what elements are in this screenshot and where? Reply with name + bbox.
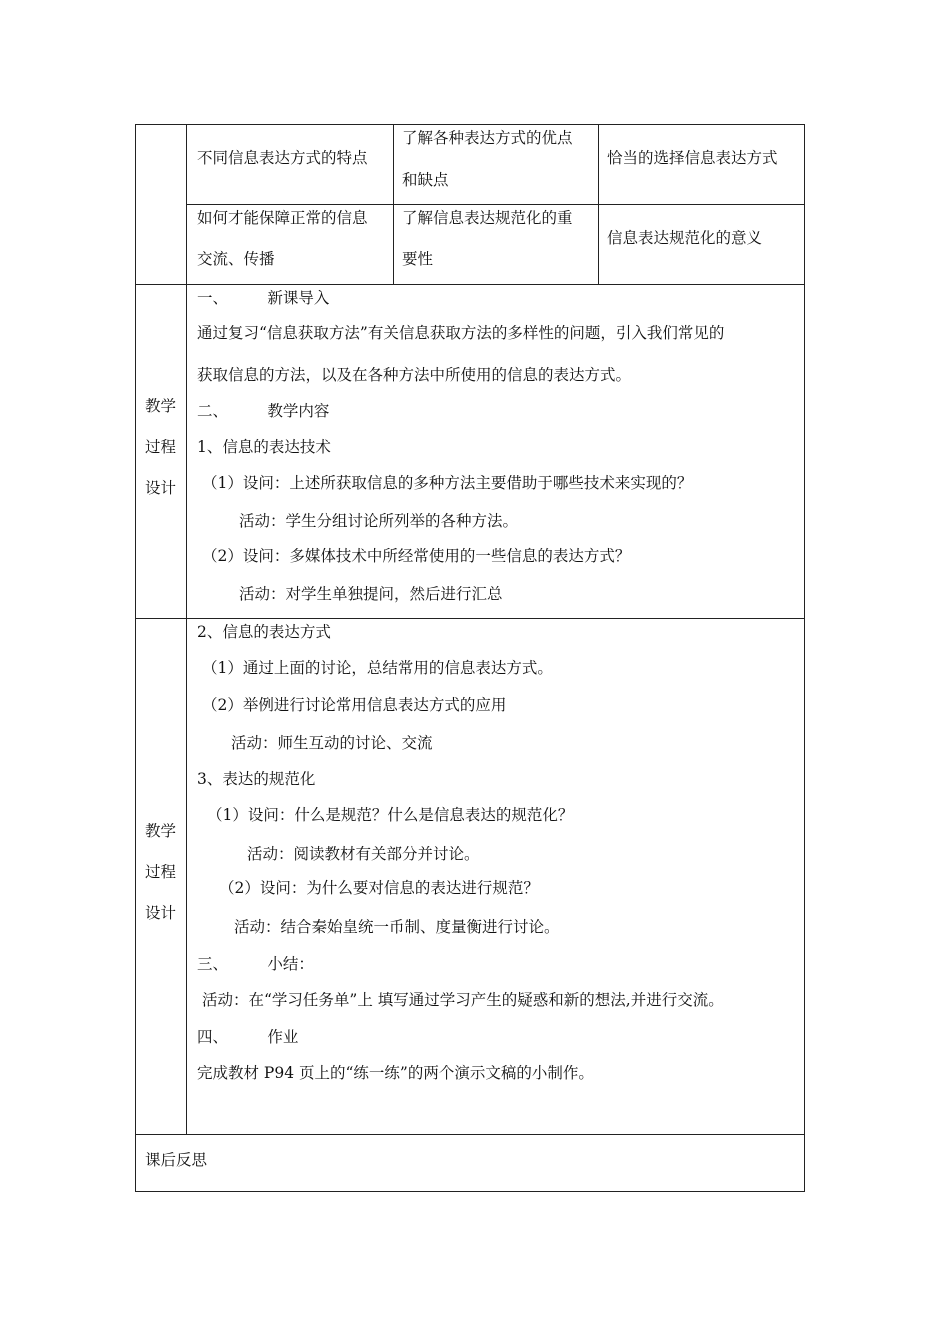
body-text: 完成教材 P94 页上的“练一练”的两个演示文稿的小制作。 [197,1064,594,1082]
table-cell: 了解信息表达规范化的重 [402,209,573,227]
body-text: （2）设问：为什么要对信息的表达进行规范？ [219,879,539,897]
column-divider [393,124,394,284]
body-text: （2）设问：多媒体技术中所经常使用的一些信息的表达方式？ [202,547,631,565]
table-cell: 要性 [402,250,434,268]
body-text: （1）通过上面的讨论，总结常用的信息表达方式。 [202,659,553,677]
body-text: （1）设问：什么是规范？什么是信息表达的规范化？ [207,806,574,824]
section-heading: 三、 小结： [197,955,314,973]
side-label: 教学 [145,397,177,415]
side-label: 过程 [145,863,177,881]
section-heading: 一、 新课导入 [197,289,330,307]
activity-text: 活动：对学生单独提问，然后进行汇总 [239,585,503,603]
body-text: 获取信息的方法，以及在各种方法中所使用的信息的表达方式。 [197,366,632,384]
table-cell: 交流、传播 [197,250,275,268]
activity-text: 活动：结合秦始皇统一币制、度量衡进行讨论。 [234,918,560,936]
body-text: 通过复习“信息获取方法”有关信息获取方法的多样性的问题，引入我们常见的 [197,324,725,342]
subheading: 1、信息的表达技术 [197,438,331,456]
section-heading: 四、 作业 [197,1028,299,1046]
body-text: （1）设问：上述所获取信息的多种方法主要借助于哪些技术来实现的？ [202,474,693,492]
subheading: 3、表达的规范化 [197,770,316,788]
table-border-bottom [135,1191,805,1192]
table-border-top [135,124,805,125]
activity-text: 活动：阅读教材有关部分并讨论。 [247,845,480,863]
subheading: 2、信息的表达方式 [197,623,331,641]
table-cell: 信息表达规范化的意义 [607,229,763,247]
body-text: （2）举例进行讨论常用信息表达方式的应用 [202,696,507,714]
row-divider [135,618,805,619]
activity-text: 活动：师生互动的讨论、交流 [231,734,433,752]
row-divider [135,1134,805,1135]
table-cell: 了解各种表达方式的优点 [402,129,573,147]
row-divider [135,284,805,285]
table-cell: 如何才能保障正常的信息 [197,209,368,227]
activity-text: 活动：在“学习任务单”上 填写通过学习产生的疑惑和新的想法,并进行交流。 [202,991,724,1009]
side-label: 过程 [145,438,177,456]
reflection-label: 课后反思 [145,1151,208,1169]
section-heading: 二、 教学内容 [197,402,330,420]
table-cell: 不同信息表达方式的特点 [197,149,368,167]
column-divider [186,124,187,1134]
table-cell: 和缺点 [402,171,449,189]
column-divider [598,124,599,284]
side-label: 设计 [145,479,177,497]
table-cell: 恰当的选择信息表达方式 [607,149,778,167]
row-divider [186,204,805,205]
activity-text: 活动：学生分组讨论所列举的各种方法。 [239,512,519,530]
side-label: 教学 [145,822,177,840]
side-label: 设计 [145,904,177,922]
